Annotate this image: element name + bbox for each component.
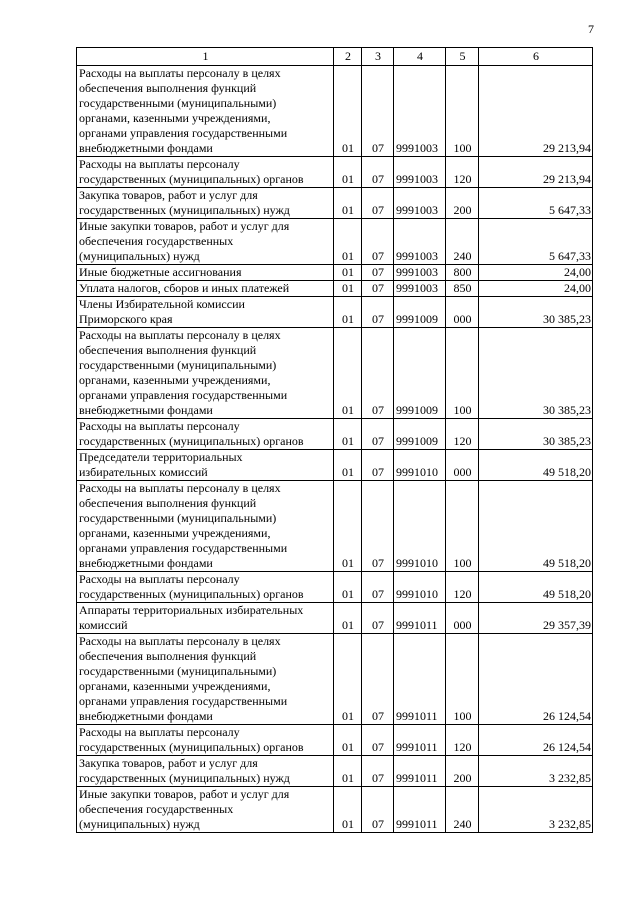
row-name-cell: Председатели территориальных избирательных комиссий — [77, 450, 334, 481]
expense-type-cell: 120 — [446, 572, 479, 603]
expense-type-cell: 240 — [446, 787, 479, 833]
table-row — [77, 157, 593, 188]
subsection-code-cell: 07 — [362, 481, 394, 572]
table-row — [77, 725, 593, 756]
amount-cell: 26 124,54 — [479, 634, 593, 725]
target-article-cell: 9991009 — [394, 297, 446, 328]
table-row — [77, 188, 593, 219]
expense-type-cell: 200 — [446, 188, 479, 219]
section-code-cell: 01 — [334, 157, 362, 188]
row-name-cell: Расходы на выплаты персоналу в целях обеспечения выполнения функций государственными (муниципальными) органами, казенными учреждениями, органами управления государственными внебюджетными фондами — [77, 481, 334, 572]
subsection-code-cell: 07 — [362, 572, 394, 603]
row-name-cell: Расходы на выплаты персоналу государственных (муниципальных) органов — [77, 725, 334, 756]
amount-cell: 5 647,33 — [479, 188, 593, 219]
table-row — [77, 419, 593, 450]
expense-type-cell: 000 — [446, 450, 479, 481]
row-name-cell: Иные бюджетные ассигнования — [77, 265, 334, 281]
table-row — [77, 281, 593, 297]
section-code-cell: 01 — [334, 603, 362, 634]
amount-cell: 49 518,20 — [479, 450, 593, 481]
subsection-code-cell: 07 — [362, 219, 394, 265]
target-article-cell: 9991011 — [394, 634, 446, 725]
row-name-cell: Закупка товаров, работ и услуг для государственных (муниципальных) нужд — [77, 756, 334, 787]
row-name-cell: Иные закупки товаров, работ и услуг для обеспечения государственных (муниципальных) нужд — [77, 219, 334, 265]
column-header: 1 — [77, 48, 334, 66]
amount-cell: 3 232,85 — [479, 756, 593, 787]
section-code-cell: 01 — [334, 281, 362, 297]
table-body — [77, 66, 593, 833]
row-name-cell: Закупка товаров, работ и услуг для государственных (муниципальных) нужд — [77, 188, 334, 219]
table-row — [77, 603, 593, 634]
column-header: 3 — [362, 48, 394, 66]
amount-cell: 24,00 — [479, 281, 593, 297]
table-row — [77, 328, 593, 419]
row-name-cell: Члены Избирательной комиссии Приморского края — [77, 297, 334, 328]
section-code-cell: 01 — [334, 297, 362, 328]
amount-cell: 30 385,23 — [479, 328, 593, 419]
table-row — [77, 265, 593, 281]
expense-type-cell: 120 — [446, 157, 479, 188]
row-name-cell: Расходы на выплаты персоналу в целях обеспечения выполнения функций государственными (муниципальными) органами, казенными учреждениями, органами управления государственными внебюджетными фондами — [77, 328, 334, 419]
section-code-cell: 01 — [334, 787, 362, 833]
amount-cell: 3 232,85 — [479, 787, 593, 833]
row-name-cell: Расходы на выплаты персоналу в целях обеспечения выполнения функций государственными (муниципальными) органами, казенными учреждениями, органами управления государственными внебюджетными фондами — [77, 634, 334, 725]
section-code-cell: 01 — [334, 572, 362, 603]
section-code-cell: 01 — [334, 756, 362, 787]
expense-type-cell: 100 — [446, 328, 479, 419]
target-article-cell: 9991011 — [394, 787, 446, 833]
subsection-code-cell: 07 — [362, 297, 394, 328]
expense-type-cell: 850 — [446, 281, 479, 297]
target-article-cell: 9991003 — [394, 157, 446, 188]
target-article-cell: 9991011 — [394, 603, 446, 634]
target-article-cell: 9991011 — [394, 756, 446, 787]
table-row — [77, 297, 593, 328]
amount-cell: 49 518,20 — [479, 572, 593, 603]
target-article-cell: 9991011 — [394, 725, 446, 756]
subsection-code-cell: 07 — [362, 157, 394, 188]
subsection-code-cell: 07 — [362, 634, 394, 725]
expense-type-cell: 100 — [446, 634, 479, 725]
amount-cell: 29 357,39 — [479, 603, 593, 634]
section-code-cell: 01 — [334, 265, 362, 281]
expense-type-cell: 100 — [446, 481, 479, 572]
target-article-cell: 9991010 — [394, 450, 446, 481]
expense-type-cell: 120 — [446, 419, 479, 450]
section-code-cell: 01 — [334, 450, 362, 481]
table-row — [77, 66, 593, 157]
subsection-code-cell: 07 — [362, 450, 394, 481]
target-article-cell: 9991003 — [394, 219, 446, 265]
row-name-cell: Расходы на выплаты персоналу в целях обеспечения выполнения функций государственными (муниципальными) органами, казенными учреждениями, органами управления государственными внебюджетными фондами — [77, 66, 334, 157]
row-name-cell: Уплата налогов, сборов и иных платежей — [77, 281, 334, 297]
subsection-code-cell: 07 — [362, 787, 394, 833]
section-code-cell: 01 — [334, 219, 362, 265]
row-name-cell: Аппараты территориальных избирательных комиссий — [77, 603, 334, 634]
table-row — [77, 634, 593, 725]
row-name-cell: Расходы на выплаты персоналу государственных (муниципальных) органов — [77, 572, 334, 603]
expense-type-cell: 800 — [446, 265, 479, 281]
target-article-cell: 9991003 — [394, 281, 446, 297]
header-row — [77, 48, 593, 66]
table-row — [77, 787, 593, 833]
target-article-cell: 9991009 — [394, 419, 446, 450]
section-code-cell: 01 — [334, 634, 362, 725]
subsection-code-cell: 07 — [362, 265, 394, 281]
target-article-cell: 9991003 — [394, 66, 446, 157]
expense-type-cell: 200 — [446, 756, 479, 787]
row-name-cell: Иные закупки товаров, работ и услуг для обеспечения государственных (муниципальных) нужд — [77, 787, 334, 833]
subsection-code-cell: 07 — [362, 756, 394, 787]
table-row — [77, 219, 593, 265]
budget-table — [76, 47, 593, 833]
column-header: 5 — [446, 48, 479, 66]
expense-type-cell: 120 — [446, 725, 479, 756]
expense-type-cell: 100 — [446, 66, 479, 157]
section-code-cell: 01 — [334, 188, 362, 219]
column-header: 6 — [479, 48, 593, 66]
target-article-cell: 9991003 — [394, 188, 446, 219]
table-row — [77, 572, 593, 603]
subsection-code-cell: 07 — [362, 725, 394, 756]
row-name-cell: Расходы на выплаты персоналу государственных (муниципальных) органов — [77, 419, 334, 450]
section-code-cell: 01 — [334, 328, 362, 419]
target-article-cell: 9991010 — [394, 572, 446, 603]
target-article-cell: 9991003 — [394, 265, 446, 281]
expense-type-cell: 000 — [446, 603, 479, 634]
amount-cell: 49 518,20 — [479, 481, 593, 572]
amount-cell: 24,00 — [479, 265, 593, 281]
table-row — [77, 756, 593, 787]
subsection-code-cell: 07 — [362, 328, 394, 419]
subsection-code-cell: 07 — [362, 603, 394, 634]
target-article-cell: 9991009 — [394, 328, 446, 419]
section-code-cell: 01 — [334, 725, 362, 756]
subsection-code-cell: 07 — [362, 188, 394, 219]
section-code-cell: 01 — [334, 66, 362, 157]
subsection-code-cell: 07 — [362, 281, 394, 297]
table-row — [77, 481, 593, 572]
table-row — [77, 450, 593, 481]
amount-cell: 30 385,23 — [479, 419, 593, 450]
column-header: 4 — [394, 48, 446, 66]
amount-cell: 26 124,54 — [479, 725, 593, 756]
amount-cell: 29 213,94 — [479, 157, 593, 188]
subsection-code-cell: 07 — [362, 66, 394, 157]
row-name-cell: Расходы на выплаты персоналу государственных (муниципальных) органов — [77, 157, 334, 188]
section-code-cell: 01 — [334, 481, 362, 572]
expense-type-cell: 000 — [446, 297, 479, 328]
target-article-cell: 9991010 — [394, 481, 446, 572]
expense-type-cell: 240 — [446, 219, 479, 265]
amount-cell: 30 385,23 — [479, 297, 593, 328]
amount-cell: 5 647,33 — [479, 219, 593, 265]
amount-cell: 29 213,94 — [479, 66, 593, 157]
section-code-cell: 01 — [334, 419, 362, 450]
page-number: 7 — [588, 22, 594, 36]
column-header: 2 — [334, 48, 362, 66]
subsection-code-cell: 07 — [362, 419, 394, 450]
